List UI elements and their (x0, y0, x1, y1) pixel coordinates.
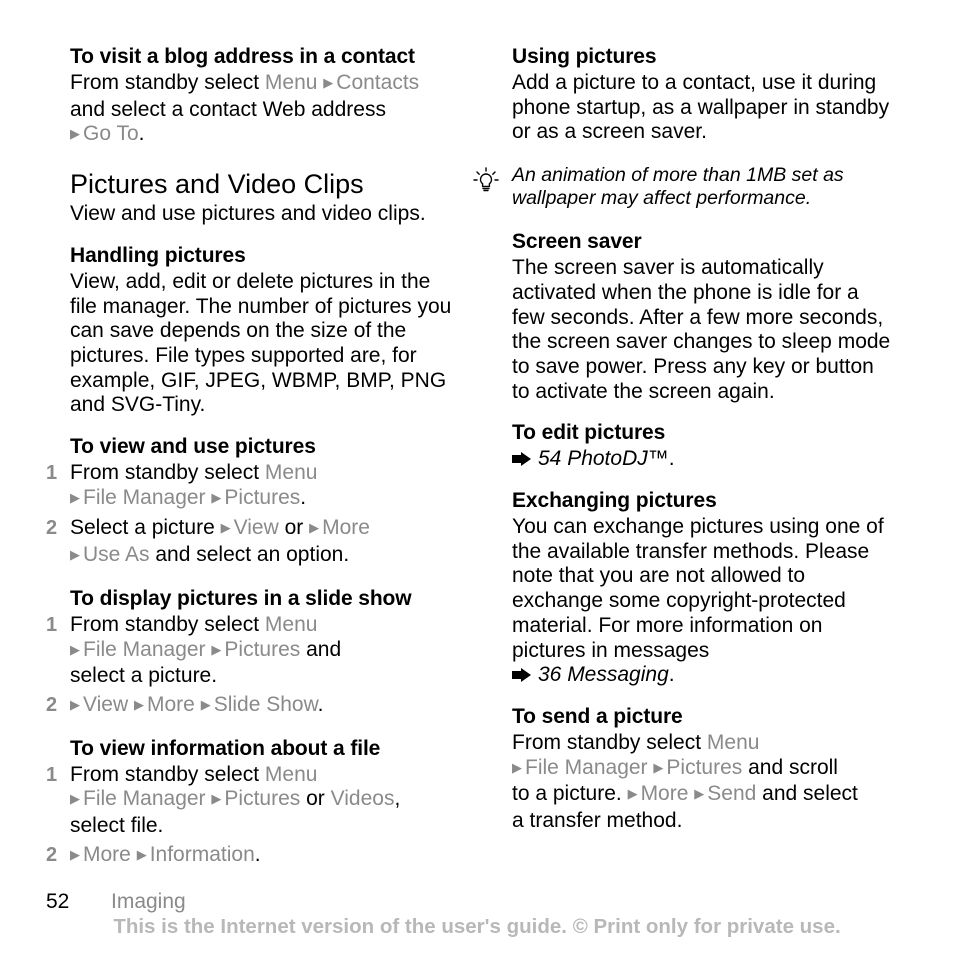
screensaver-body: The screen saver is automatically activated when the phone is idle for a few seconds. After a few more seconds, the screen saver changes to sleep mode to save power. Press any key or button to activate the screen again. (512, 256, 891, 403)
section-name: Imaging (111, 890, 186, 913)
using-body: Add a picture to a contact, use it during phone startup, as a wallpaper in standby or as a screen saver. (512, 71, 890, 144)
arrow-icon: ▶ (70, 791, 80, 807)
step-number: 2 (46, 843, 58, 866)
arrow-icon: ▶ (694, 786, 705, 802)
step-number: 1 (46, 462, 58, 485)
exchange-reference: 36 Messaging. (512, 663, 892, 688)
section-title: Pictures and Video Clips (70, 169, 364, 200)
arrow-icon: ▶ (70, 489, 80, 505)
exchange-heading: Exchanging pictures (512, 489, 717, 513)
lightbulb-icon (472, 166, 500, 194)
arrow-icon: ▶ (136, 846, 147, 862)
arrow-icon: ▶ (200, 696, 211, 712)
arrow-icon: ▶ (70, 696, 80, 712)
fileinfo-heading: To view information about a file (70, 736, 381, 760)
edit-reference: 54 PhotoDJ™. (512, 447, 892, 472)
arrow-icon: ▶ (211, 489, 222, 505)
blog-heading: To visit a blog address in a contact (70, 45, 415, 68)
blog-instructions: From standby select Menu ▶ Contacts and select a contact Web address ▶ Go To. (70, 71, 420, 146)
arrow-icon: ▶ (512, 759, 522, 775)
slideshow-steps (46, 612, 460, 720)
view-use-steps (46, 461, 460, 570)
fileinfo-steps (46, 762, 460, 870)
view-use-heading: To view and use pictures (70, 435, 316, 459)
step-2: 2 ▶ More ▶ Information. (46, 842, 261, 866)
step-number: 2 (46, 693, 58, 716)
arrow-icon: ▶ (323, 75, 334, 90)
arrow-icon: ▶ (133, 696, 144, 712)
arrow-icon: ▶ (653, 759, 664, 775)
send-heading: To send a picture (512, 704, 683, 728)
copyright-notice: This is the Internet version of the user's guide. © Print only for private use. (113, 915, 841, 938)
using-heading: Using pictures (512, 45, 657, 68)
arrow-icon: ▶ (70, 846, 80, 862)
section-intro: View and use pictures and video clips. (70, 202, 426, 226)
arrow-icon: ▶ (70, 126, 80, 142)
arrow-icon: ▶ (70, 641, 80, 657)
slideshow-heading: To display pictures in a slide show (70, 586, 412, 610)
step-1: 1 From standby select Menu ▶ File Manager ▶ Pictures or Videos, select file. (46, 762, 401, 838)
step-number: 1 (46, 763, 58, 786)
messaging-link[interactable]: 36 Messaging (538, 663, 669, 687)
handling-body: View, add, edit or delete pictures in the file manager. The number of pictures you can save depends on the size of the pictures. File types supported are, for example, GIF, JPEG, WBMP, BMP, PNG and SVG-Tiny. (70, 269, 452, 417)
arrow-icon: ▶ (627, 786, 638, 802)
send-instructions: From standby select Menu ▶ File Manager ▶ Pictures and scroll to a picture. ▶ More ▶ Send and select a transfer method. (512, 730, 858, 833)
step-2: 2 ▶ View ▶ More ▶ Slide Show. (46, 692, 324, 716)
photodj-link[interactable]: 54 PhotoDJ™ (538, 447, 669, 471)
arrow-icon: ▶ (220, 520, 231, 536)
step-1: 1 From standby select Menu ▶ File Manager ▶ Pictures. (46, 461, 318, 509)
right-column (512, 44, 892, 834)
arrow-icon: ▶ (70, 547, 80, 563)
left-column (46, 44, 460, 869)
step-number: 2 (46, 517, 58, 540)
cross-reference-arrow-icon (512, 668, 532, 682)
step-1: 1 From standby select Menu ▶ File Manager ▶ Pictures and select a picture. (46, 612, 342, 688)
go-to-label: Go To (83, 122, 139, 146)
step-2: 2 Select a picture ▶ View or ▶ More ▶ Use As and select an option. (46, 516, 370, 567)
tip-text: An animation of more than 1MB set as wallpaper may affect performance. (512, 164, 844, 210)
exchange-body: You can exchange pictures using one of the available transfer methods. Please note that you are not allowed to exchange some copyright-protected material. For more information on pictures in messages (512, 515, 884, 662)
screensaver-heading: Screen saver (512, 230, 642, 254)
arrow-icon: ▶ (211, 791, 222, 807)
handling-heading: Handling pictures (70, 243, 246, 267)
tip-note (512, 164, 892, 210)
arrow-icon: ▶ (211, 641, 222, 657)
page-number: 52 (46, 890, 70, 913)
edit-heading: To edit pictures (512, 421, 666, 445)
contacts-label: Contacts (336, 71, 420, 94)
arrow-icon: ▶ (309, 520, 320, 536)
cross-reference-arrow-icon (512, 452, 532, 466)
step-number: 1 (46, 613, 58, 636)
menu-label: Menu (264, 71, 318, 94)
